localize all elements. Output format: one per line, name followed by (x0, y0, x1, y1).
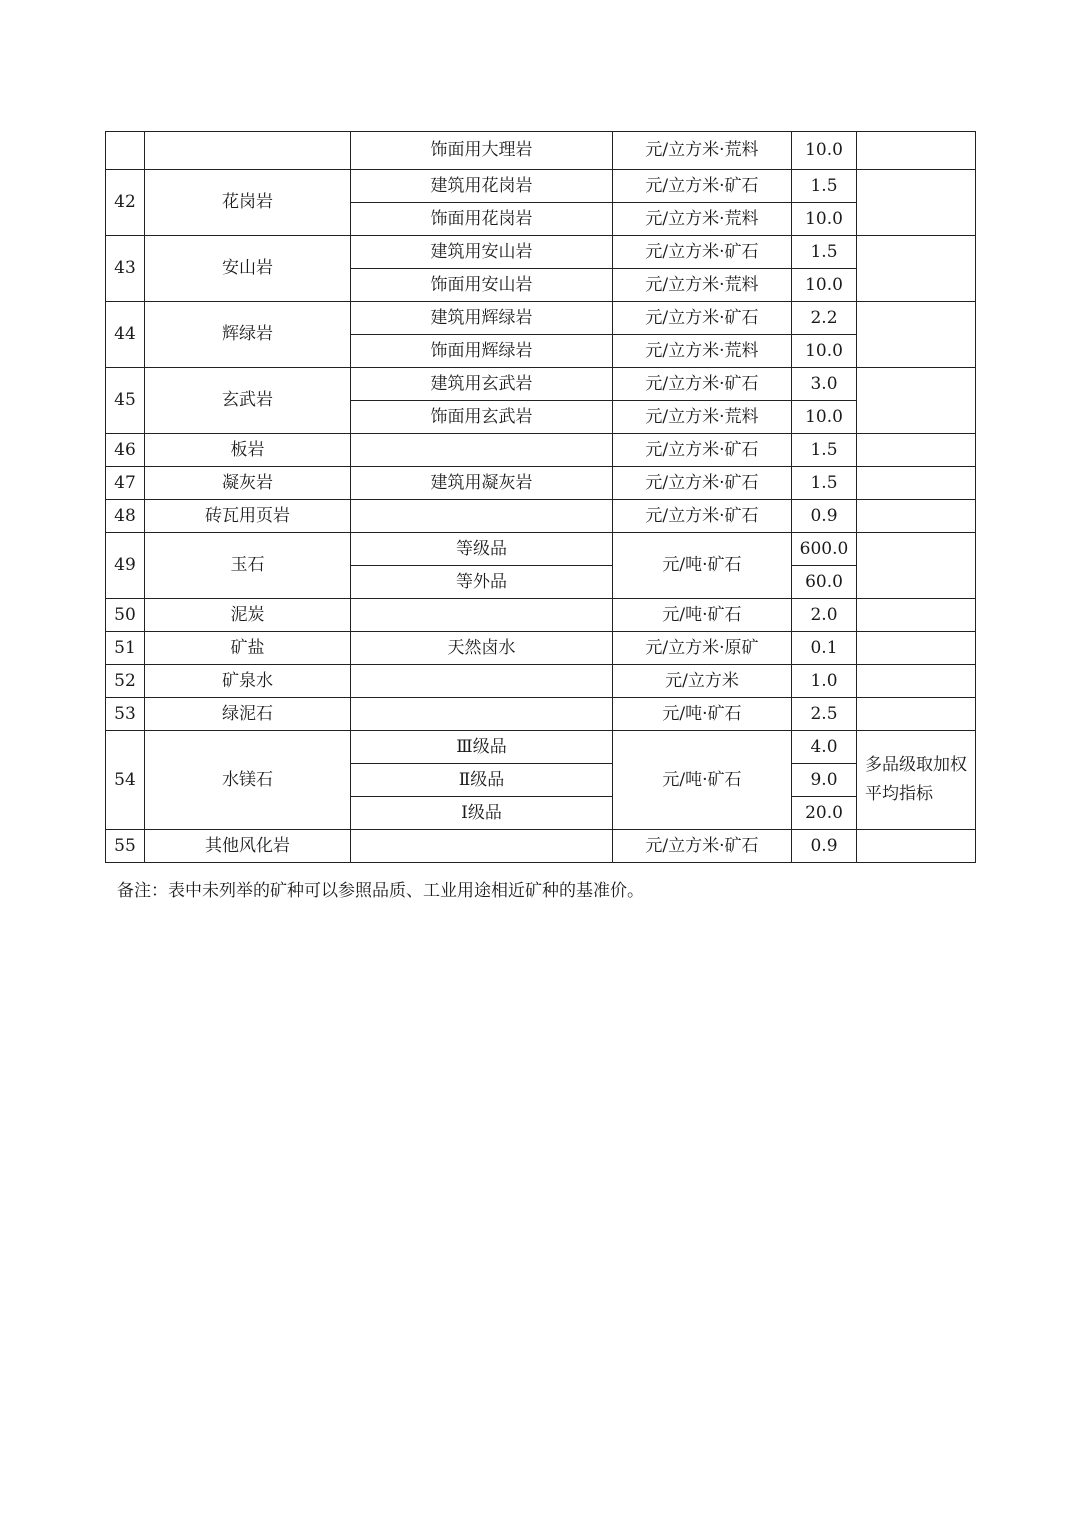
price-cell: 2.0 (792, 599, 857, 632)
unit-cell: 元/吨·矿石 (613, 599, 792, 632)
price-cell: 20.0 (792, 797, 857, 830)
mineral-cell: 砖瓦用页岩 (145, 500, 351, 533)
subtype-cell: Ⅲ级品 (351, 731, 613, 764)
price-cell: 3.0 (792, 368, 857, 401)
note-cell (857, 467, 976, 500)
price-cell: 1.5 (792, 170, 857, 203)
note-cell (857, 500, 976, 533)
mineral-cell: 泥炭 (145, 599, 351, 632)
row-number-cell: 44 (106, 302, 145, 368)
unit-cell: 元/立方米·矿石 (613, 467, 792, 500)
mineral-cell: 花岗岩 (145, 170, 351, 236)
mineral-cell: 玄武岩 (145, 368, 351, 434)
note-cell (857, 132, 976, 170)
price-cell: 10.0 (792, 401, 857, 434)
price-cell: 9.0 (792, 764, 857, 797)
price-cell: 0.1 (792, 632, 857, 665)
subtype-cell (351, 665, 613, 698)
subtype-cell: 建筑用玄武岩 (351, 368, 613, 401)
note-cell (857, 632, 976, 665)
unit-cell: 元/立方米·矿石 (613, 500, 792, 533)
row-number-cell: 47 (106, 467, 145, 500)
price-cell: 2.2 (792, 302, 857, 335)
unit-cell: 元/立方米·荒料 (613, 335, 792, 368)
subtype-cell: 建筑用辉绿岩 (351, 302, 613, 335)
subtype-cell: 饰面用玄武岩 (351, 401, 613, 434)
mineral-cell: 矿泉水 (145, 665, 351, 698)
table-remark: 备注：表中未列举的矿种可以参照品质、工业用途相近矿种的基准价。 (117, 881, 644, 901)
subtype-cell: Ⅱ级品 (351, 764, 613, 797)
mineral-cell: 凝灰岩 (145, 467, 351, 500)
unit-cell: 元/立方米·荒料 (613, 132, 792, 170)
note-cell (857, 236, 976, 302)
price-cell: 1.5 (792, 467, 857, 500)
note-cell (857, 434, 976, 467)
unit-cell: 元/立方米·荒料 (613, 269, 792, 302)
table-row (106, 698, 976, 731)
subtype-cell: 建筑用凝灰岩 (351, 467, 613, 500)
table-row (106, 500, 976, 533)
subtype-cell: 建筑用花岗岩 (351, 170, 613, 203)
subtype-cell: 饰面用大理岩 (351, 132, 613, 170)
table-row (106, 302, 976, 335)
unit-cell: 元/立方米 (613, 665, 792, 698)
row-number-cell: 42 (106, 170, 145, 236)
note-cell: 多品级取加权平均指标 (857, 731, 976, 830)
table-row (106, 665, 976, 698)
price-cell: 10.0 (792, 132, 857, 170)
price-cell: 0.9 (792, 500, 857, 533)
unit-cell: 元/立方米·矿石 (613, 302, 792, 335)
price-cell: 60.0 (792, 566, 857, 599)
unit-cell: 元/立方米·矿石 (613, 170, 792, 203)
price-cell: 10.0 (792, 203, 857, 236)
subtype-cell: Ⅰ级品 (351, 797, 613, 830)
note-cell (857, 533, 976, 599)
price-cell: 10.0 (792, 269, 857, 302)
row-number-cell: 52 (106, 665, 145, 698)
unit-cell: 元/吨·矿石 (613, 731, 792, 830)
subtype-cell (351, 698, 613, 731)
note-cell (857, 170, 976, 236)
mineral-cell: 其他风化岩 (145, 830, 351, 863)
unit-cell: 元/吨·矿石 (613, 698, 792, 731)
subtype-cell (351, 500, 613, 533)
row-number-cell: 51 (106, 632, 145, 665)
subtype-cell: 等级品 (351, 533, 613, 566)
subtype-cell (351, 434, 613, 467)
unit-cell: 元/立方米·矿石 (613, 434, 792, 467)
row-number-cell: 53 (106, 698, 145, 731)
table-row (106, 533, 976, 566)
subtype-cell: 饰面用安山岩 (351, 269, 613, 302)
row-number-cell: 45 (106, 368, 145, 434)
table-row (106, 236, 976, 269)
table-row (106, 731, 976, 764)
subtype-cell (351, 599, 613, 632)
table-row (106, 467, 976, 500)
mineral-cell: 安山岩 (145, 236, 351, 302)
unit-cell: 元/立方米·矿石 (613, 368, 792, 401)
table-row (106, 830, 976, 863)
note-cell (857, 368, 976, 434)
note-cell (857, 599, 976, 632)
row-number-cell: 54 (106, 731, 145, 830)
note-cell (857, 302, 976, 368)
mineral-price-table (105, 131, 976, 863)
table-row (106, 434, 976, 467)
mineral-cell: 绿泥石 (145, 698, 351, 731)
table-row (106, 599, 976, 632)
row-number-cell: 55 (106, 830, 145, 863)
unit-cell: 元/立方米·矿石 (613, 236, 792, 269)
note-cell (857, 830, 976, 863)
subtype-cell: 建筑用安山岩 (351, 236, 613, 269)
row-number-cell: 46 (106, 434, 145, 467)
table-row (106, 170, 976, 203)
price-cell: 0.9 (792, 830, 857, 863)
subtype-cell: 等外品 (351, 566, 613, 599)
price-cell: 600.0 (792, 533, 857, 566)
mineral-cell: 水镁石 (145, 731, 351, 830)
unit-cell: 元/立方米·矿石 (613, 830, 792, 863)
mineral-cell (145, 132, 351, 170)
price-cell: 1.0 (792, 665, 857, 698)
price-cell: 1.5 (792, 236, 857, 269)
subtype-cell: 饰面用辉绿岩 (351, 335, 613, 368)
note-cell (857, 665, 976, 698)
unit-cell: 元/立方米·荒料 (613, 203, 792, 236)
row-number-cell: 49 (106, 533, 145, 599)
mineral-cell: 板岩 (145, 434, 351, 467)
unit-cell: 元/立方米·原矿 (613, 632, 792, 665)
mineral-cell: 矿盐 (145, 632, 351, 665)
price-cell: 2.5 (792, 698, 857, 731)
row-number-cell: 50 (106, 599, 145, 632)
subtype-cell: 饰面用花岗岩 (351, 203, 613, 236)
price-cell: 4.0 (792, 731, 857, 764)
table-row (106, 632, 976, 665)
unit-cell: 元/吨·矿石 (613, 533, 792, 599)
mineral-cell: 玉石 (145, 533, 351, 599)
row-number-cell: 48 (106, 500, 145, 533)
subtype-cell: 天然卤水 (351, 632, 613, 665)
row-number-cell (106, 132, 145, 170)
note-cell (857, 698, 976, 731)
table-row (106, 368, 976, 401)
table-row (106, 132, 976, 170)
mineral-cell: 辉绿岩 (145, 302, 351, 368)
price-cell: 10.0 (792, 335, 857, 368)
unit-cell: 元/立方米·荒料 (613, 401, 792, 434)
row-number-cell: 43 (106, 236, 145, 302)
price-cell: 1.5 (792, 434, 857, 467)
subtype-cell (351, 830, 613, 863)
